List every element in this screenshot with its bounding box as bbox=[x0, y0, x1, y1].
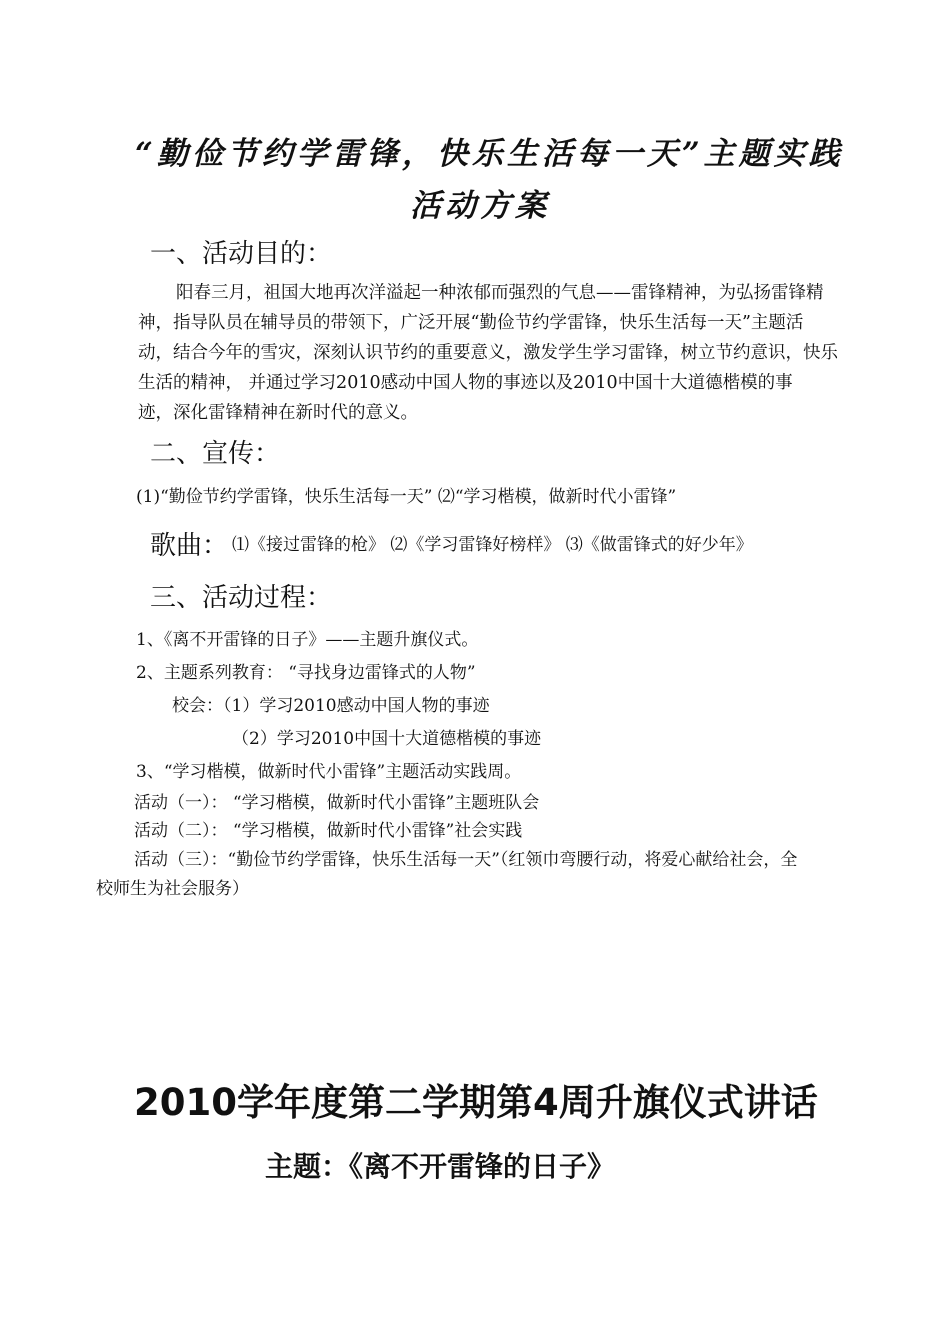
doc-title-line2: 活动方案 bbox=[410, 188, 550, 224]
activity-3-line2: 校师生为社会服务） bbox=[96, 879, 249, 899]
section1-heading: 一、活动目的： bbox=[150, 239, 333, 269]
speech-subtitle: 主题：《离不开雷锋的日子》 bbox=[265, 1150, 616, 1183]
section1-line-2: 神，指导队员在辅导员的带领下，广泛开展“勤俭节约学雷锋，快乐生活每一天”主题活 bbox=[138, 313, 804, 333]
section2-heading: 二、宣传： bbox=[150, 439, 281, 469]
doc-title-line1: “勤俭节约学雷锋，快乐生活每一天”主题实践 bbox=[135, 136, 844, 172]
activity-3-line1: 活动（三）：“勤俭节约学雷锋，快乐生活每一天”（红领巾弯腰行动，将爱心献给社会，全 bbox=[134, 850, 798, 870]
songs-list: ⑴《接过雷锋的枪》 ⑵《学习雷锋好榜样》 ⑶《做雷锋式的好少年》 bbox=[232, 535, 753, 555]
songs-label: 歌曲： bbox=[150, 531, 229, 561]
section3-heading: 三、活动过程： bbox=[150, 583, 333, 613]
section1-line-4: 生活的精神， 并通过学习2010感动中国人物的事迹以及2010中国十大道德楷模的事 bbox=[138, 373, 793, 393]
process-item-1: 1、《离不开雷锋的日子》——主题升旗仪式。 bbox=[136, 630, 479, 650]
activity-1: 活动（一）： “学习楷模，做新时代小雷锋”主题班队会 bbox=[134, 793, 540, 813]
speech-title: 2010学年度第二学期第4周升旗仪式讲话 bbox=[134, 1081, 818, 1124]
section1-line-3: 动，结合今年的雪灾，深刻认识节约的重要意义，激发学生学习雷锋，树立节约意识，快乐 bbox=[138, 343, 838, 363]
process-item-3: 3、“学习楷模，做新时代小雷锋”主题活动实践周。 bbox=[136, 762, 522, 782]
section1-line-1: 阳春三月，祖国大地再次洋溢起一种浓郁而强烈的气息——雷锋精神，为弘扬雷锋精 bbox=[176, 283, 824, 303]
section1-line-5: 迹，深化雷锋精神在新时代的意义。 bbox=[138, 403, 418, 423]
process-item-2: 2、主题系列教育： “寻找身边雷锋式的人物” bbox=[136, 663, 476, 683]
activity-2: 活动（二）： “学习楷模，做新时代小雷锋”社会实践 bbox=[134, 821, 523, 841]
process-subitem-1: 校会：（1）学习2010感动中国人物的事迹 bbox=[172, 696, 490, 716]
process-subitem-2: （2）学习2010中国十大道德楷模的事迹 bbox=[232, 729, 542, 749]
slogans-line: (1)“勤俭节约学雷锋，快乐生活每一天” ⑵“学习楷模，做新时代小雷锋” bbox=[136, 487, 677, 507]
